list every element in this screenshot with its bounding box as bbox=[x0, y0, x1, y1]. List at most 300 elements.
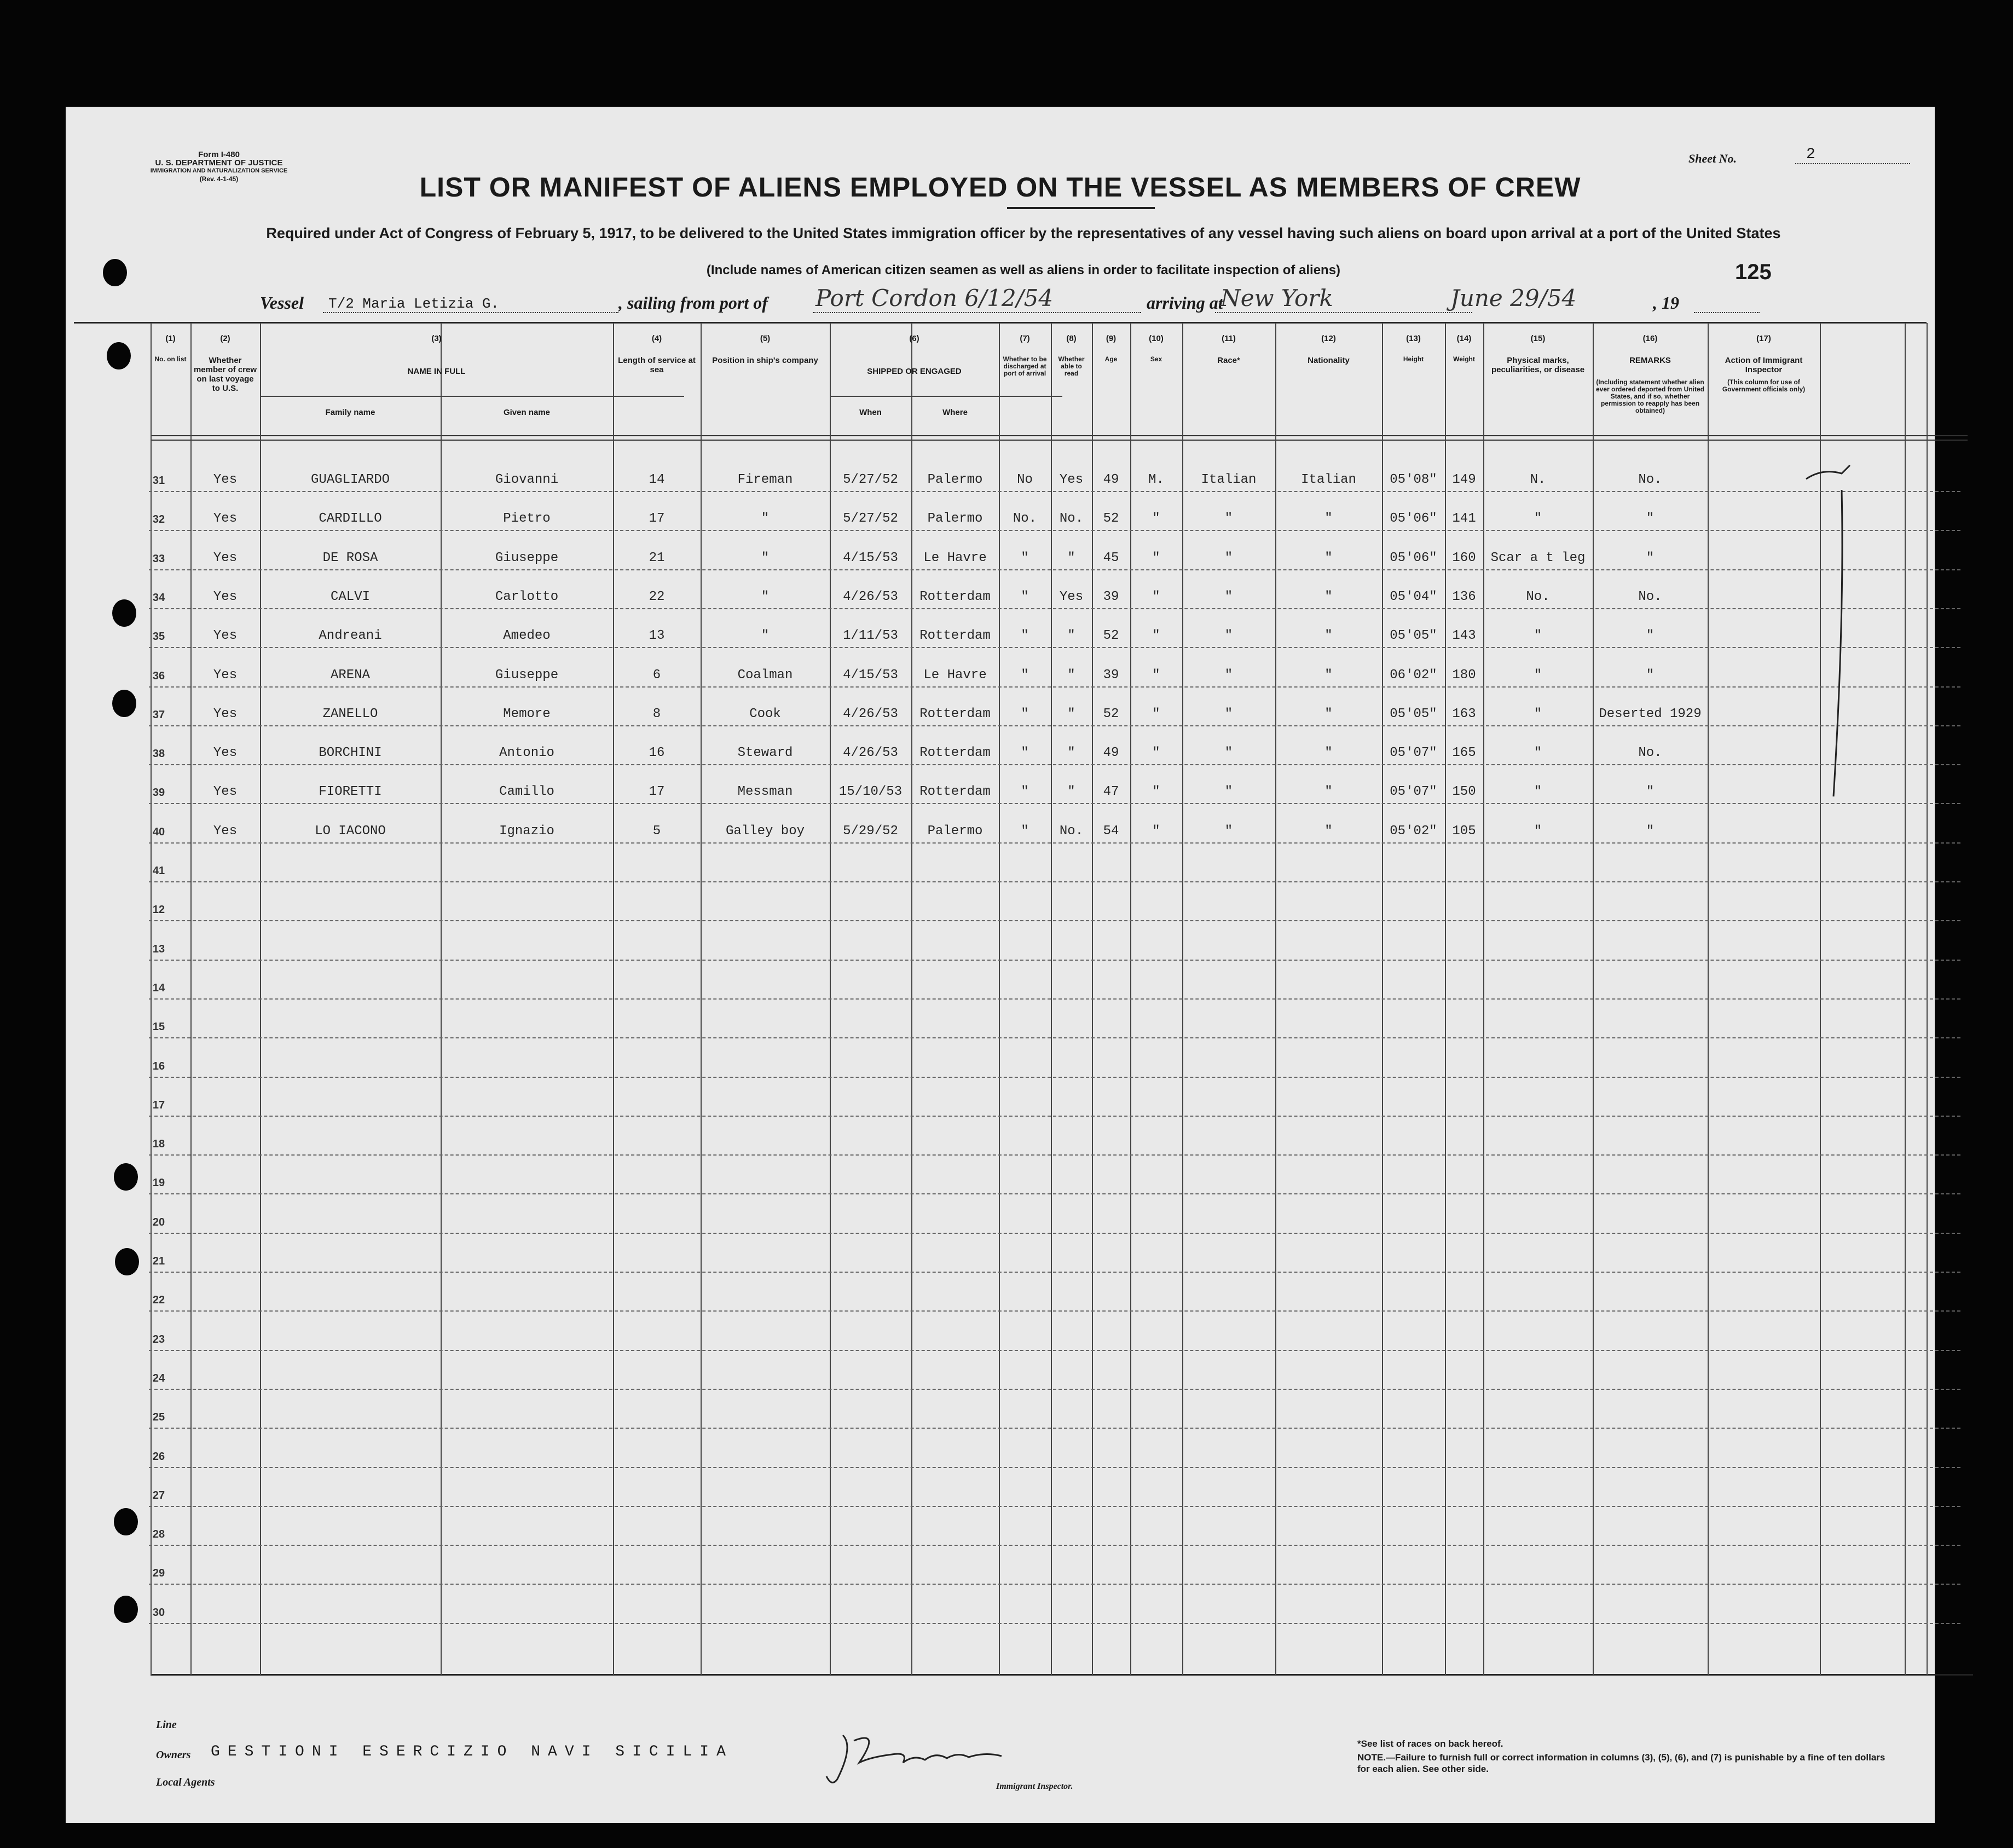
column-number: (14) bbox=[1456, 334, 1472, 343]
punch-hole bbox=[112, 599, 136, 627]
cell-remarks: " bbox=[1646, 823, 1655, 839]
cell-prior: Yes bbox=[213, 472, 238, 487]
cell-given: Camillo bbox=[499, 784, 554, 800]
cell-read: " bbox=[1067, 667, 1075, 683]
table-row bbox=[149, 960, 1960, 961]
cell-read: " bbox=[1067, 628, 1075, 644]
vessel-label: Vessel bbox=[260, 293, 304, 313]
inspector-label: Immigrant Inspector. bbox=[996, 1782, 1073, 1791]
punch-hole bbox=[114, 1163, 138, 1191]
column-header: Position in ship's company bbox=[712, 356, 818, 365]
arrival-date: June 29/54 bbox=[1450, 285, 1577, 311]
column-number: (13) bbox=[1406, 334, 1421, 343]
cell-marks: " bbox=[1534, 667, 1542, 683]
row-number: 20 bbox=[152, 1216, 165, 1228]
table-row bbox=[149, 1545, 1960, 1546]
cell-given: Giovanni bbox=[495, 472, 559, 487]
table-row bbox=[149, 1116, 1960, 1117]
cell-discharged: No. bbox=[1013, 511, 1037, 527]
year-label: , 19 bbox=[1653, 293, 1679, 313]
cell-family: LO IACONO bbox=[315, 823, 386, 839]
owners-label: Owners bbox=[156, 1749, 191, 1761]
arriving-label: arriving at bbox=[1147, 293, 1223, 313]
cell-where: Rotterdam bbox=[919, 784, 991, 800]
cell-sex: " bbox=[1152, 746, 1160, 761]
cell-age: 52 bbox=[1103, 706, 1119, 721]
cell-discharged: " bbox=[1021, 746, 1029, 761]
arriving-underline bbox=[1215, 312, 1472, 313]
row-number: 31 bbox=[152, 475, 165, 487]
row-number: 32 bbox=[152, 513, 165, 526]
department: U. S. DEPARTMENT OF JUSTICE bbox=[155, 158, 283, 168]
page-title: LIST OR MANIFEST OF ALIENS EMPLOYED ON THE VESSEL AS MEMBERS OF CREW bbox=[419, 172, 1581, 203]
column-number: (9) bbox=[1106, 334, 1117, 343]
punch-hole bbox=[114, 1596, 138, 1623]
table-row bbox=[149, 803, 1960, 804]
cell-when: 4/15/53 bbox=[843, 667, 898, 683]
cell-nationality: " bbox=[1324, 511, 1333, 527]
row-number: 13 bbox=[152, 943, 165, 955]
sailing-label: , sailing from port of bbox=[618, 293, 768, 313]
cell-discharged: No bbox=[1017, 472, 1033, 487]
cell-service: 21 bbox=[649, 550, 665, 565]
cell-position: " bbox=[761, 511, 770, 527]
cell-nationality: " bbox=[1324, 784, 1333, 800]
cell-remarks: " bbox=[1646, 628, 1655, 644]
table-bottom-border bbox=[151, 1674, 1973, 1676]
cell-height: 05'02" bbox=[1390, 823, 1437, 839]
cell-nationality: " bbox=[1324, 823, 1333, 839]
revision: (Rev. 4-1-45) bbox=[199, 175, 239, 183]
cell-given: Amedeo bbox=[503, 628, 551, 644]
table-row bbox=[149, 881, 1960, 882]
cell-discharged: " bbox=[1021, 706, 1029, 721]
cell-age: 39 bbox=[1103, 667, 1119, 683]
table-row bbox=[149, 1467, 1960, 1468]
column-header: Whether able to read bbox=[1058, 355, 1085, 377]
table-row bbox=[149, 1350, 1960, 1351]
cell-marks: No. bbox=[1526, 589, 1550, 604]
races-note: *See list of races on back hereof. bbox=[1357, 1739, 1503, 1749]
cell-remarks: " bbox=[1646, 550, 1655, 565]
cell-position: Galley boy bbox=[725, 823, 805, 839]
cell-weight: 143 bbox=[1452, 628, 1476, 644]
table-row bbox=[149, 569, 1960, 570]
cell-marks: " bbox=[1534, 823, 1542, 839]
cell-given: Ignazio bbox=[499, 823, 554, 839]
cell-remarks: No. bbox=[1638, 589, 1662, 604]
cell-age: 54 bbox=[1103, 823, 1119, 839]
cell-when: 15/10/53 bbox=[838, 784, 903, 800]
cell-prior: Yes bbox=[213, 511, 238, 527]
line-label: Line bbox=[156, 1719, 177, 1731]
cell-when: 4/26/53 bbox=[843, 746, 898, 761]
column-header: Whether to be discharged at port of arrival bbox=[1003, 355, 1047, 377]
cell-weight: 180 bbox=[1452, 667, 1476, 683]
cell-nationality: " bbox=[1324, 706, 1333, 721]
cell-weight: 150 bbox=[1452, 784, 1476, 800]
column-number: (10) bbox=[1149, 334, 1164, 343]
cell-position: Cook bbox=[749, 706, 781, 721]
cell-age: 52 bbox=[1103, 628, 1119, 644]
cell-service: 22 bbox=[649, 589, 665, 604]
cell-height: 05'04" bbox=[1390, 589, 1437, 604]
column-header: Height bbox=[1403, 355, 1424, 363]
shipped-subheader-rule bbox=[830, 396, 1062, 397]
row-number: 35 bbox=[152, 631, 165, 643]
cell-given: Giuseppe bbox=[495, 667, 559, 683]
table-row bbox=[149, 998, 1960, 1000]
column-number: (4) bbox=[651, 334, 662, 343]
column-number: (8) bbox=[1066, 334, 1077, 343]
row-number: 22 bbox=[152, 1294, 165, 1307]
cell-race: " bbox=[1224, 511, 1233, 527]
cell-position: " bbox=[761, 628, 770, 644]
row-number: 41 bbox=[152, 865, 165, 877]
cell-height: 05'06" bbox=[1390, 511, 1437, 527]
cell-nationality: Italian bbox=[1301, 472, 1356, 487]
row-number: 26 bbox=[152, 1450, 165, 1463]
cell-race: " bbox=[1224, 667, 1233, 683]
cell-when: 4/26/53 bbox=[843, 589, 898, 604]
table-row bbox=[149, 530, 1960, 531]
subtitle: Required under Act of Congress of February 5, 1917, to be delivered to the United States immigration officer by the representatives of any vessel having such aliens on board upon arrival at a port of the United States bbox=[266, 225, 1781, 241]
service: IMMIGRATION AND NATURALIZATION SERVICE bbox=[150, 168, 288, 174]
cell-where: Rotterdam bbox=[919, 589, 991, 604]
form-number: Form I-480 bbox=[198, 150, 240, 159]
table-row bbox=[149, 1623, 1960, 1624]
row-number: 19 bbox=[152, 1177, 165, 1189]
cell-prior: Yes bbox=[213, 784, 238, 800]
cell-where: Le Havre bbox=[923, 667, 987, 683]
cell-read: Yes bbox=[1059, 472, 1084, 487]
cell-family: CARDILLO bbox=[319, 511, 382, 527]
cell-service: 16 bbox=[649, 746, 665, 761]
column-header: NAME IN FULL bbox=[407, 367, 466, 376]
cell-where: Le Havre bbox=[923, 550, 987, 565]
row-number: 39 bbox=[152, 787, 165, 799]
column-number: (1) bbox=[165, 334, 176, 343]
cell-position: Messman bbox=[737, 784, 793, 800]
cell-height: 05'07" bbox=[1390, 746, 1437, 761]
cell-marks: N. bbox=[1530, 472, 1546, 487]
cell-height: 05'08" bbox=[1390, 472, 1437, 487]
cell-where: Palermo bbox=[927, 472, 983, 487]
cell-where: Palermo bbox=[927, 823, 983, 839]
cell-weight: 105 bbox=[1452, 823, 1476, 839]
column-header: Length of service at sea bbox=[618, 356, 696, 374]
table-row bbox=[149, 1154, 1960, 1156]
column-number: (3) bbox=[431, 334, 442, 343]
cell-when: 5/27/52 bbox=[843, 472, 898, 487]
row-number: 21 bbox=[152, 1255, 165, 1267]
cell-race: " bbox=[1224, 589, 1233, 604]
column-number: (6) bbox=[909, 334, 919, 343]
table-row bbox=[149, 842, 1960, 844]
cell-remarks: " bbox=[1646, 667, 1655, 683]
cell-remarks: " bbox=[1646, 511, 1655, 527]
vessel-value: T/2 Maria Letizia G. bbox=[328, 296, 500, 312]
table-row bbox=[149, 1272, 1960, 1273]
cell-sex: " bbox=[1152, 784, 1160, 800]
cell-height: 05'05" bbox=[1390, 706, 1437, 721]
manifest-sheet bbox=[66, 107, 1935, 1823]
cell-given: Carlotto bbox=[495, 589, 559, 604]
table-row bbox=[149, 1233, 1960, 1234]
cell-height: 05'05" bbox=[1390, 628, 1437, 644]
cell-prior: Yes bbox=[213, 706, 238, 721]
cell-weight: 149 bbox=[1452, 472, 1476, 487]
row-number: 24 bbox=[152, 1372, 165, 1384]
table-row bbox=[149, 764, 1960, 765]
cell-sex: " bbox=[1152, 667, 1160, 683]
inspector-signature bbox=[821, 1724, 1062, 1790]
column-subheader: Given name bbox=[503, 408, 551, 417]
cell-given: Giuseppe bbox=[495, 550, 559, 565]
cell-marks: Scar a t leg bbox=[1490, 550, 1586, 565]
cell-age: 52 bbox=[1103, 511, 1119, 527]
title-underline bbox=[1007, 207, 1155, 209]
cell-remarks: Deserted 1929 bbox=[1599, 706, 1702, 721]
column-header: No. on list bbox=[154, 355, 187, 363]
row-number: 29 bbox=[152, 1567, 165, 1580]
cell-height: 05'07" bbox=[1390, 784, 1437, 800]
cell-sex: " bbox=[1152, 823, 1160, 839]
cell-family: GUAGLIARDO bbox=[310, 472, 390, 487]
cell-race: " bbox=[1224, 550, 1233, 565]
cell-age: 47 bbox=[1103, 784, 1119, 800]
cell-nationality: " bbox=[1324, 746, 1333, 761]
row-number: 15 bbox=[152, 1021, 165, 1033]
column-header: REMARKS bbox=[1629, 356, 1671, 365]
sheet-value: 2 bbox=[1795, 146, 1910, 164]
table-row bbox=[149, 686, 1960, 688]
punch-hole bbox=[112, 690, 136, 717]
cell-marks: " bbox=[1534, 784, 1542, 800]
cell-sex: M. bbox=[1148, 472, 1164, 487]
row-number: 38 bbox=[152, 748, 165, 760]
row-number: 25 bbox=[152, 1411, 165, 1424]
cell-discharged: " bbox=[1021, 589, 1029, 604]
column-number: (12) bbox=[1321, 334, 1336, 343]
cell-given: Antonio bbox=[499, 746, 554, 761]
year-underline bbox=[1694, 312, 1760, 313]
cell-sex: " bbox=[1152, 706, 1160, 721]
local-agents-label: Local Agents bbox=[156, 1776, 215, 1788]
cell-position: Coalman bbox=[737, 667, 793, 683]
table-row bbox=[149, 1037, 1960, 1038]
name-subheader-rule bbox=[260, 396, 684, 397]
cell-position: " bbox=[761, 550, 770, 565]
cell-family: DE ROSA bbox=[322, 550, 378, 565]
table-row bbox=[149, 647, 1960, 648]
cell-service: 17 bbox=[649, 784, 665, 800]
cell-weight: 141 bbox=[1452, 511, 1476, 527]
cell-weight: 163 bbox=[1452, 706, 1476, 721]
column-number: (15) bbox=[1530, 334, 1546, 343]
table-top-border bbox=[74, 322, 1927, 324]
column-header: Sex bbox=[1150, 355, 1162, 363]
cell-given: Memore bbox=[503, 706, 551, 721]
cell-where: Palermo bbox=[927, 511, 983, 527]
cell-prior: Yes bbox=[213, 550, 238, 565]
row-number: 16 bbox=[152, 1060, 165, 1072]
subnote: (Include names of American citizen seamen as well as aliens in order to facilitate inspection of aliens) bbox=[706, 263, 1341, 278]
penalty-note: NOTE.—Failure to furnish full or correct information in columns (3), (5), (6), and (7) is punishable by a fine of ten dollars for each alien. See other side. bbox=[1357, 1752, 1885, 1774]
page-number: 125 bbox=[1735, 260, 1772, 284]
cell-age: 49 bbox=[1103, 472, 1119, 487]
cell-service: 8 bbox=[652, 706, 661, 721]
table-row bbox=[149, 491, 1960, 492]
cell-prior: Yes bbox=[213, 823, 238, 839]
cell-service: 14 bbox=[649, 472, 665, 487]
cell-remarks: No. bbox=[1638, 472, 1662, 487]
cell-service: 13 bbox=[649, 628, 665, 644]
cell-weight: 165 bbox=[1452, 746, 1476, 761]
cell-race: " bbox=[1224, 628, 1233, 644]
sheet-label: Sheet No. bbox=[1688, 152, 1737, 165]
owners-value: GESTIONI ESERCIZIO NAVI SICILIA bbox=[211, 1743, 733, 1760]
cell-weight: 160 bbox=[1452, 550, 1476, 565]
cell-where: Rotterdam bbox=[919, 628, 991, 644]
cell-marks: " bbox=[1534, 706, 1542, 721]
cell-family: ZANELLO bbox=[322, 706, 378, 721]
cell-where: Rotterdam bbox=[919, 746, 991, 761]
cell-nationality: " bbox=[1324, 550, 1333, 565]
row-number: 36 bbox=[152, 669, 165, 682]
row-number: 27 bbox=[152, 1489, 165, 1502]
table-row bbox=[149, 1389, 1960, 1390]
cell-race: " bbox=[1224, 746, 1233, 761]
cell-position: Steward bbox=[737, 746, 793, 761]
punch-hole bbox=[114, 1508, 138, 1535]
cell-when: 4/15/53 bbox=[843, 550, 898, 565]
cell-given: Pietro bbox=[503, 511, 551, 527]
cell-read: " bbox=[1067, 706, 1075, 721]
row-number: 30 bbox=[152, 1606, 165, 1619]
punch-hole bbox=[103, 259, 127, 286]
cell-sex: " bbox=[1152, 628, 1160, 644]
cell-service: 6 bbox=[652, 667, 661, 683]
cell-discharged: " bbox=[1021, 784, 1029, 800]
header-bottom-border-2 bbox=[151, 440, 1968, 441]
cell-prior: Yes bbox=[213, 667, 238, 683]
column-number: (2) bbox=[220, 334, 230, 343]
punch-hole bbox=[115, 1248, 139, 1275]
table-row bbox=[149, 1077, 1960, 1078]
cell-family: FIORETTI bbox=[319, 784, 382, 800]
cell-family: Andreani bbox=[319, 628, 382, 644]
table-row bbox=[149, 920, 1960, 921]
cell-when: 1/11/53 bbox=[843, 628, 898, 644]
column-number: (5) bbox=[760, 334, 771, 343]
table-row bbox=[149, 1193, 1960, 1194]
table-row bbox=[149, 1584, 1960, 1585]
cell-race: " bbox=[1224, 823, 1233, 839]
cell-family: ARENA bbox=[330, 667, 370, 683]
cell-discharged: " bbox=[1021, 628, 1029, 644]
sailing-value: Port Cordon 6/12/54 bbox=[815, 285, 1054, 311]
header-bottom-border bbox=[151, 435, 1968, 436]
cell-remarks: " bbox=[1646, 784, 1655, 800]
cell-discharged: " bbox=[1021, 667, 1029, 683]
cell-nationality: " bbox=[1324, 667, 1333, 683]
cell-when: 5/27/52 bbox=[843, 511, 898, 527]
row-number: 33 bbox=[152, 552, 165, 565]
cell-discharged: " bbox=[1021, 550, 1029, 565]
row-number: 34 bbox=[152, 591, 165, 604]
cell-nationality: " bbox=[1324, 628, 1333, 644]
cell-service: 5 bbox=[652, 823, 661, 839]
row-number: 23 bbox=[152, 1333, 165, 1345]
cell-read: " bbox=[1067, 550, 1075, 565]
table-row bbox=[149, 725, 1960, 726]
cell-prior: Yes bbox=[213, 589, 238, 604]
column-header: Action of Immigrant Inspector bbox=[1725, 356, 1803, 374]
cell-family: CALVI bbox=[330, 589, 370, 604]
table-row bbox=[149, 1428, 1960, 1429]
arriving-value: New York bbox=[1220, 285, 1333, 311]
column-number: (17) bbox=[1756, 334, 1771, 343]
column-header-note: (Including statement whether alien ever ordered deported from United States, and if so, whether permission to reapply has been obtained) bbox=[1595, 378, 1705, 414]
cell-read: " bbox=[1067, 746, 1075, 761]
table-row bbox=[149, 608, 1960, 609]
punch-hole bbox=[107, 342, 131, 369]
cell-position: " bbox=[761, 589, 770, 604]
row-number: 14 bbox=[152, 981, 165, 994]
cell-age: 45 bbox=[1103, 550, 1119, 565]
cell-where: Rotterdam bbox=[919, 706, 991, 721]
cell-sex: " bbox=[1152, 589, 1160, 604]
cell-race: " bbox=[1224, 706, 1233, 721]
cell-prior: Yes bbox=[213, 746, 238, 761]
cell-age: 49 bbox=[1103, 746, 1119, 761]
cell-sex: " bbox=[1152, 550, 1160, 565]
cell-when: 4/26/53 bbox=[843, 706, 898, 721]
cell-nationality: " bbox=[1324, 589, 1333, 604]
cell-height: 05'06" bbox=[1390, 550, 1437, 565]
cell-age: 39 bbox=[1103, 589, 1119, 604]
cell-remarks: No. bbox=[1638, 746, 1662, 761]
cell-marks: " bbox=[1534, 511, 1542, 527]
row-number: 18 bbox=[152, 1138, 165, 1151]
sailing-underline bbox=[813, 312, 1141, 313]
cell-sex: " bbox=[1152, 511, 1160, 527]
cell-position: Fireman bbox=[737, 472, 793, 487]
column-number: (16) bbox=[1642, 334, 1658, 343]
column-header: Race* bbox=[1217, 356, 1240, 365]
cell-prior: Yes bbox=[213, 628, 238, 644]
cell-when: 5/29/52 bbox=[843, 823, 898, 839]
cell-marks: " bbox=[1534, 746, 1542, 761]
cell-family: BORCHINI bbox=[319, 746, 382, 761]
column-header: Age bbox=[1104, 355, 1118, 363]
row-number: 17 bbox=[152, 1099, 165, 1111]
cell-read: No. bbox=[1059, 823, 1084, 839]
column-header: Weight bbox=[1453, 355, 1475, 363]
column-subheader: Family name bbox=[325, 408, 375, 417]
cell-read: " bbox=[1067, 784, 1075, 800]
column-subheader: When bbox=[859, 408, 882, 417]
column-number: (7) bbox=[1020, 334, 1030, 343]
cell-marks: " bbox=[1534, 628, 1542, 644]
table-row bbox=[149, 1310, 1960, 1312]
cell-service: 17 bbox=[649, 511, 665, 527]
table-row bbox=[149, 1506, 1960, 1507]
cell-read: Yes bbox=[1059, 589, 1084, 604]
cell-weight: 136 bbox=[1452, 589, 1476, 604]
inspector-mark bbox=[1790, 457, 1877, 851]
